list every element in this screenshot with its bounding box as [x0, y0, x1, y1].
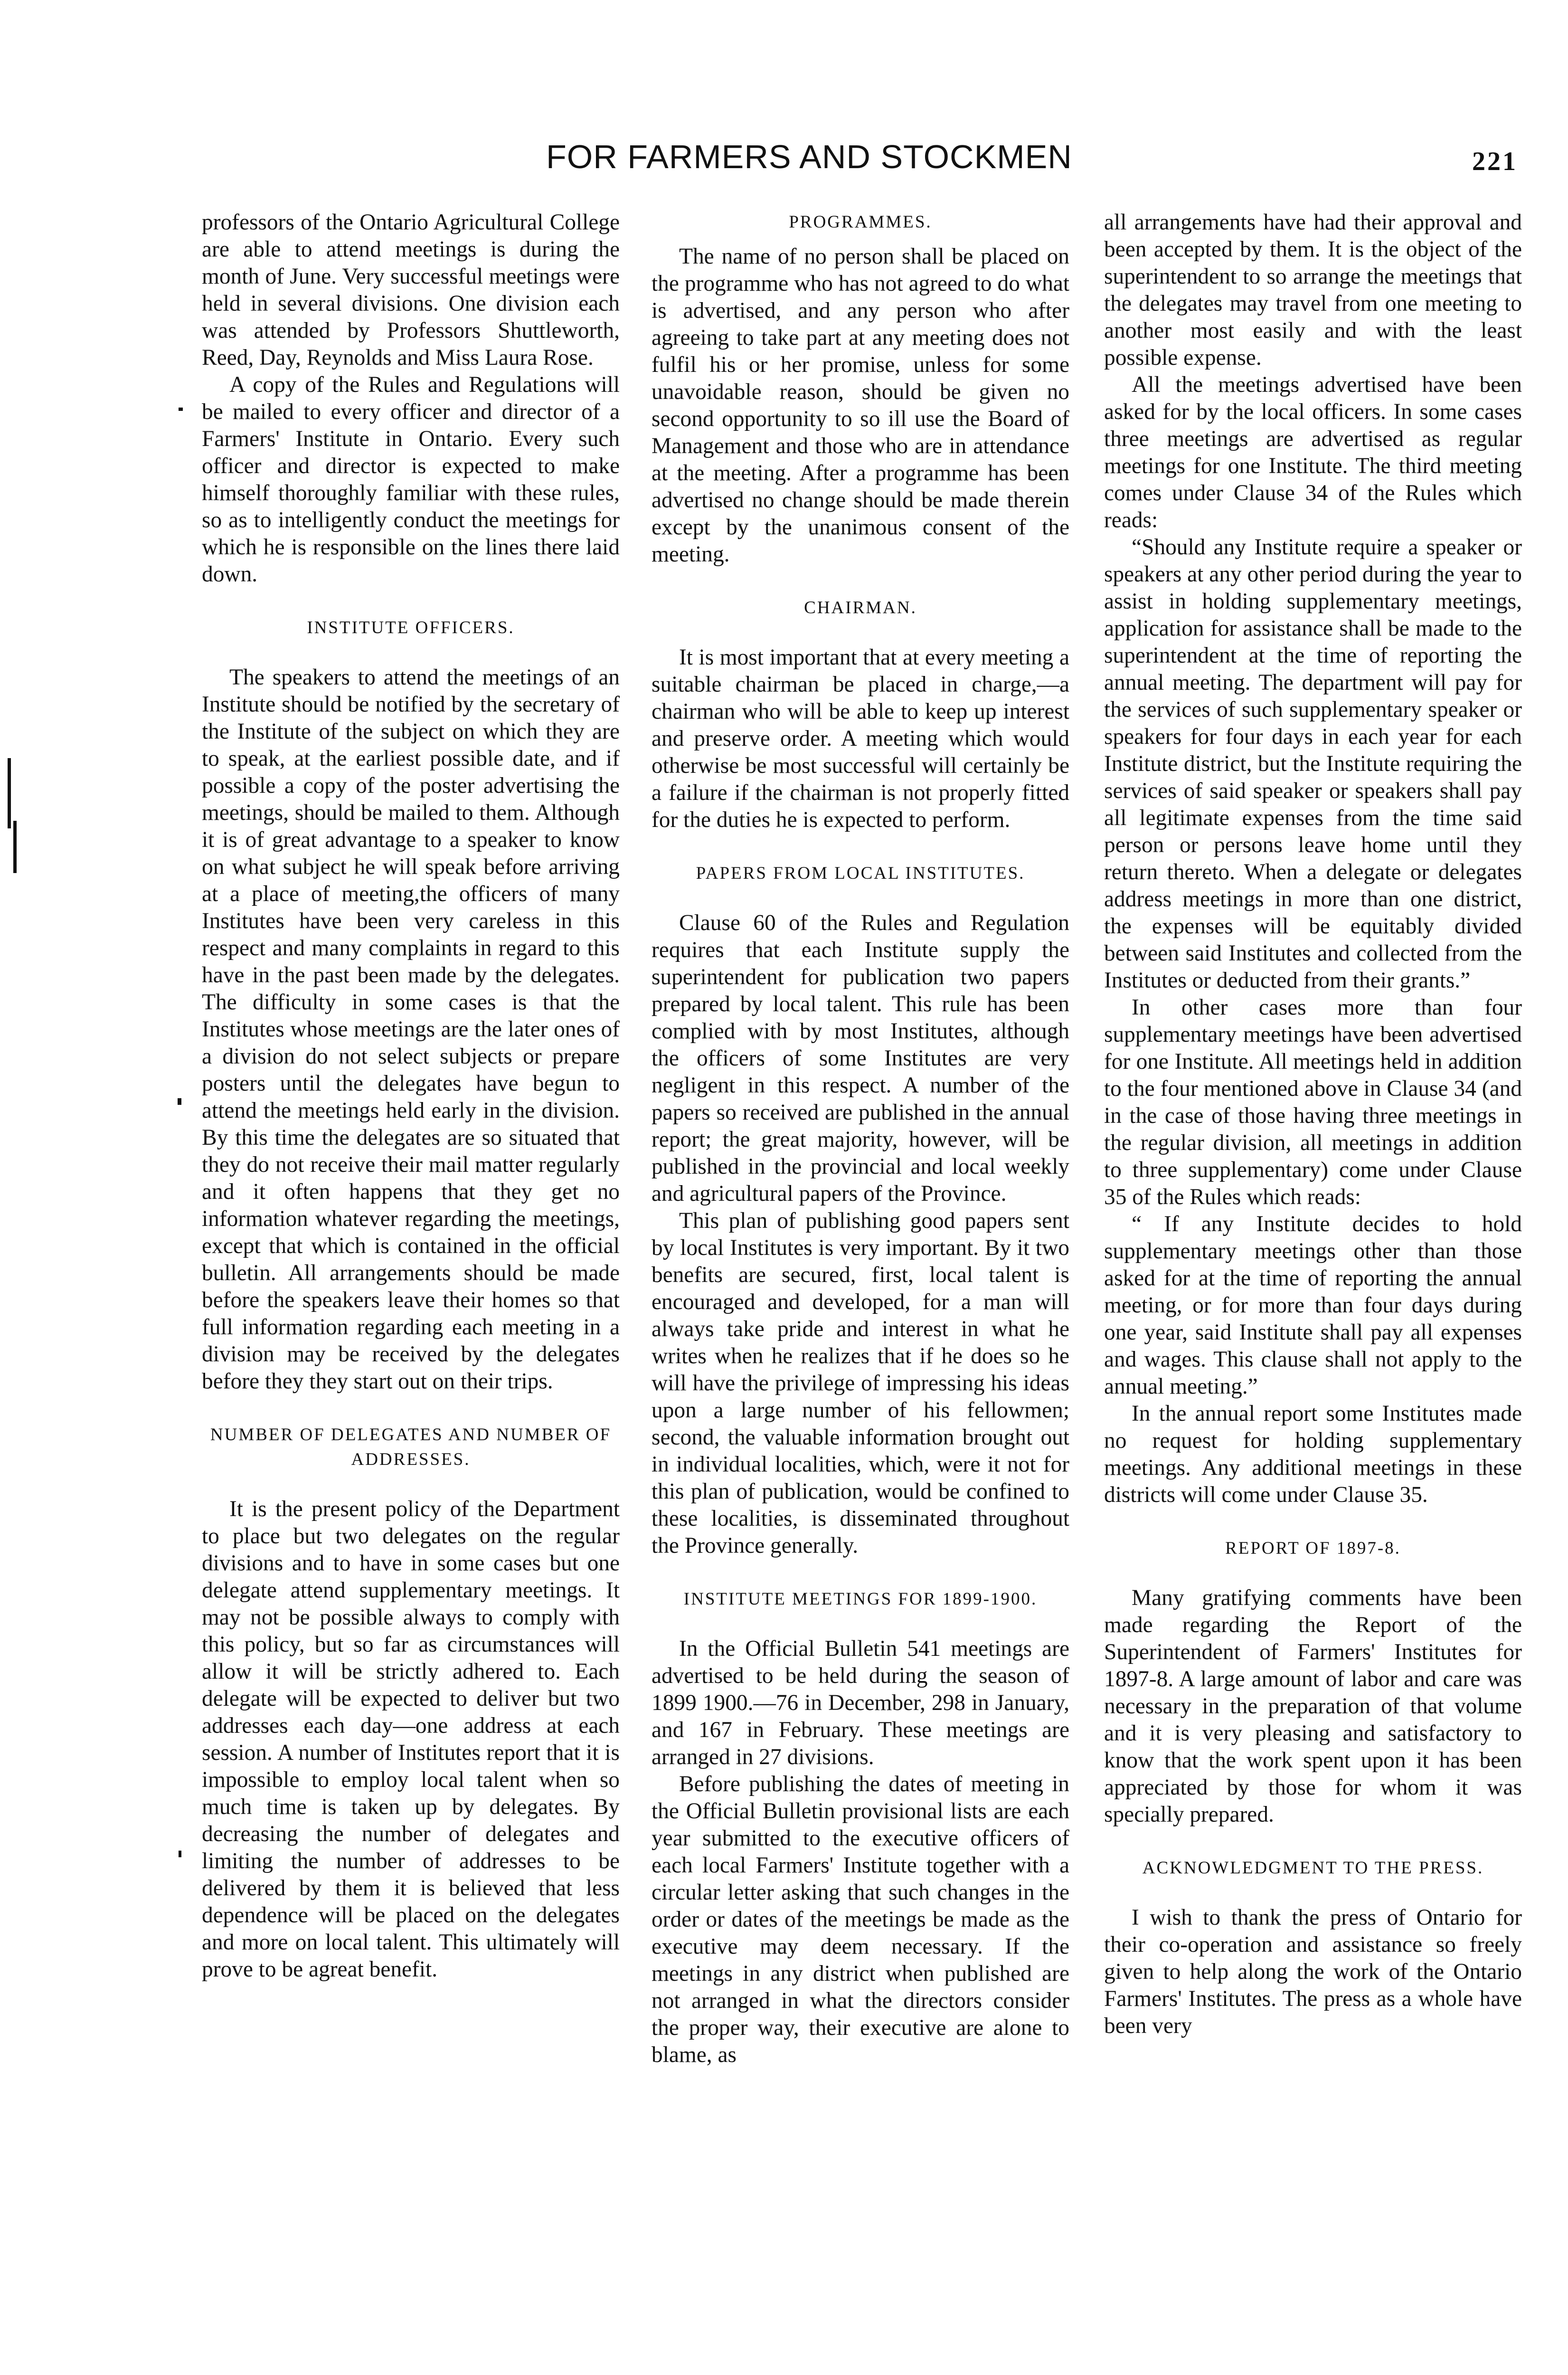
paragraph: A copy of the Rules and Regulations will be mailed to every officer and director of a Farmers' Institute in Ontario. Every such officer and director is expected to make himself thoroughly familiar with these rules, so as to intelligently conduct the meetings for which he is responsible on the lines there laid down. — [202, 372, 620, 587]
running-head: FOR FARMERS AND STOCKMEN — [546, 138, 1072, 175]
paragraph: I wish to thank the press of Ontario for their co-operation and assistance so freely given to help along the work of the Ontario Farmers' Institutes. The press as a whole have been very — [1104, 1905, 1522, 2038]
paragraph: This plan of publishing good papers sent by local Institutes is very important. By it two benefits are secured, first, local talent is encouraged and developed, for a man will always take pride and interest in what he writes when he realizes that if he does so he will have the privilege of impressing his ideas upon a large number of his fellowmen; second, the valuable information brought out in individual localities, which, were it not for this plan of publication, would be confined to these localities, is disseminated throughout the Province generally. — [652, 1208, 1069, 1558]
paragraph: The speakers to attend the meetings of an Institute should be notified by the secretary of the Institute of the subject on which they are to speak, at the earliest possible date, and if possible a copy of the poster advertising the meetings, should be mailed to them. Although it is of great advantage to a speaker to know on what subject he will speak before arriving at a place of meeting,the officers of many Institutes have been very careless in this respect and many complaints in regard to this have in the past been made by the delegates. The difficulty in some cases is that the Institutes whose meetings are the later ones of a division do not select subjects or prepare posters until the delegates have begun to attend the meetings held early in the division. By this time the delegates are so situated that they do not receive their mail matter regularly and it often happens that they get no information whatever regarding the meetings, except that which is contained in the official bulletin. All arrangements should be made before the speakers leave their homes so that full information regarding each meeting in a division may be received by the delegates before they they start out on their trips. — [202, 665, 620, 1394]
section-heading: INSTITUTE MEETINGS FOR 1899-1900. — [683, 1589, 1038, 1609]
margin-bar — [8, 758, 11, 828]
page-number: 221 — [1472, 147, 1518, 176]
paragraph: All the meetings advertised have been asked for by the local officers. In some cases three meetings are advertised as regular meetings for one Institute. The third meeting comes under Clause 34 of the Rules which reads: — [1104, 372, 1522, 532]
page-header — [0, 138, 1568, 195]
section-heading: PROGRAMMES. — [789, 212, 932, 232]
section-heading: NUMBER OF DELEGATES AND NUMBER OF ADDRESSES. — [210, 1425, 612, 1469]
column-left — [202, 209, 620, 2308]
section-heading: ACKNOWLEDGMENT TO THE PRESS. — [1142, 1858, 1484, 1878]
margin-mark — [178, 1098, 181, 1105]
paragraph: all arrangements have had their approval and been accepted by them. It is the object of the superintendent to so arrange the meetings that the delegates may travel from one meeting to another most easily and with the least possible expense. — [1104, 210, 1522, 370]
section-heading: CHAIRMAN. — [804, 598, 917, 618]
section-heading: INSTITUTE OFFICERS. — [307, 618, 515, 637]
quotation: “Should any Institute require a speaker or speakers at any other period during the year to assist in holding supplementary meetings, application for assistance shall be made to the superintendent at the time of reporting the annual meeting. The department will pay for the services of such supplementary speaker or speakers for four days in each year for each Institute district, but the Institute requiring the services of said speaker or speakers shall pay all legitimate expenses from the time said person or persons leave home until they return thereto. When a delegate or delegates address meetings in more than one district, the expenses will be equitably divided between said Institutes and collected from the Institutes or deducted from their grants.” — [1104, 535, 1522, 993]
paragraph: In the Official Bulletin 541 meetings are advertised to be held during the season of 1899 1900.—76 in December, 298 in January, and 167 in February. These meetings are arranged in 27 divisions. — [652, 1636, 1069, 1769]
column-right — [1104, 209, 1522, 2308]
paragraph: In the annual report some Institutes made no request for holding supplementary meetings. Any additional meetings in these districts will come under Clause 35. — [1104, 1401, 1522, 1507]
section-heading: REPORT OF 1897-8. — [1225, 1539, 1401, 1558]
paragraph: In other cases more than four supplementary meetings have been advertised for one Institute. All meetings held in addition to the four mentioned above in Clause 34 (and in the case of those having three meetings in the regular division, all meetings in addition to three supplementary) come under Clause 35 of the Rules which reads: — [1104, 995, 1522, 1209]
column-middle — [652, 209, 1069, 2308]
section-heading: PAPERS FROM LOCAL INSTITUTES. — [696, 864, 1025, 883]
margin-mark — [179, 1851, 181, 1857]
margin-bar — [13, 821, 17, 873]
quotation: “ If any Institute decides to hold supplementary meetings other than those asked for at the time of reporting the annual meeting, or for more than four days during one year, said Institute shall pay all expenses and wages. This clause shall not apply to the annual meeting.” — [1104, 1212, 1522, 1399]
paragraph: professors of the Ontario Agricultural College are able to attend meetings is during the month of June. Very successful meetings were held in several divisions. One division each was attended by Professors Shuttleworth, Reed, Day, Reynolds and Miss Laura Rose. — [202, 210, 620, 370]
paragraph: It is most important that at every meeting a suitable chairman be placed in charge,—a chairman who will be able to keep up interest and preserve order. A meeting which would otherwise be most successful will certainly be a failure if the chairman is not properly fitted for the duties he is expected to perform. — [652, 645, 1069, 832]
paragraph: The name of no person shall be placed on the programme who has not agreed to do what is advertised, and any person who after agreeing to take part at any meeting does not fulfil his or her promise, unless for some unavoidable reason, should be given no second opportunity to so ill use the Board of Management and those who are in attendance at the meeting. After a programme has been advertised no change should be made therein except by the unanimous consent of the meeting. — [652, 244, 1069, 567]
margin-mark — [179, 408, 183, 411]
paragraph: Before publishing the dates of meeting in the Official Bulletin provisional lists are each year submitted to the executive officers of each local Farmers' Institute together with a circular letter asking that such changes in the order or dates of the meetings be made as the executive may deem necessary. If the meetings in any district when published are not arranged in what the directors consider the proper way, their executive are alone to blame, as — [652, 1772, 1069, 2067]
paragraph: Clause 60 of the Rules and Regulation requires that each Institute supply the superintendent for publication two papers prepared by local talent. This rule has been complied with by most Institutes, although the officers of some Institutes are very negligent in this respect. A number of the papers so received are published in the annual report; the great majority, however, will be published in the provincial and local weekly and agricultural papers of the Province. — [652, 911, 1069, 1206]
paragraph: It is the present policy of the Department to place but two delegates on the regular divisions and to have in some cases but one delegate attend supplementary meetings. It may not be possible always to comply with this policy, but so far as circumstances will allow it will be strictly adhered to. Each delegate will be expected to deliver but two addresses each day—one address at each session. A number of Institutes report that it is impossible to employ local talent when so much time is taken up by delegates. By decreasing the number of delegates and limiting the number of addresses to be delivered by them it is believed that less dependence will be placed on the delegates and more on local talent. This ultimately will prove to be agreat benefit. — [202, 1497, 620, 1982]
paragraph: Many gratifying comments have been made regarding the Report of the Superintendent of Farmers' Institutes for 1897-8. A large amount of labor and care was necessary in the preparation of that volume and it is very pleasing and satisfactory to know that the work spent upon it has been appreciated by those for whom it was specially prepared. — [1104, 1586, 1522, 1827]
